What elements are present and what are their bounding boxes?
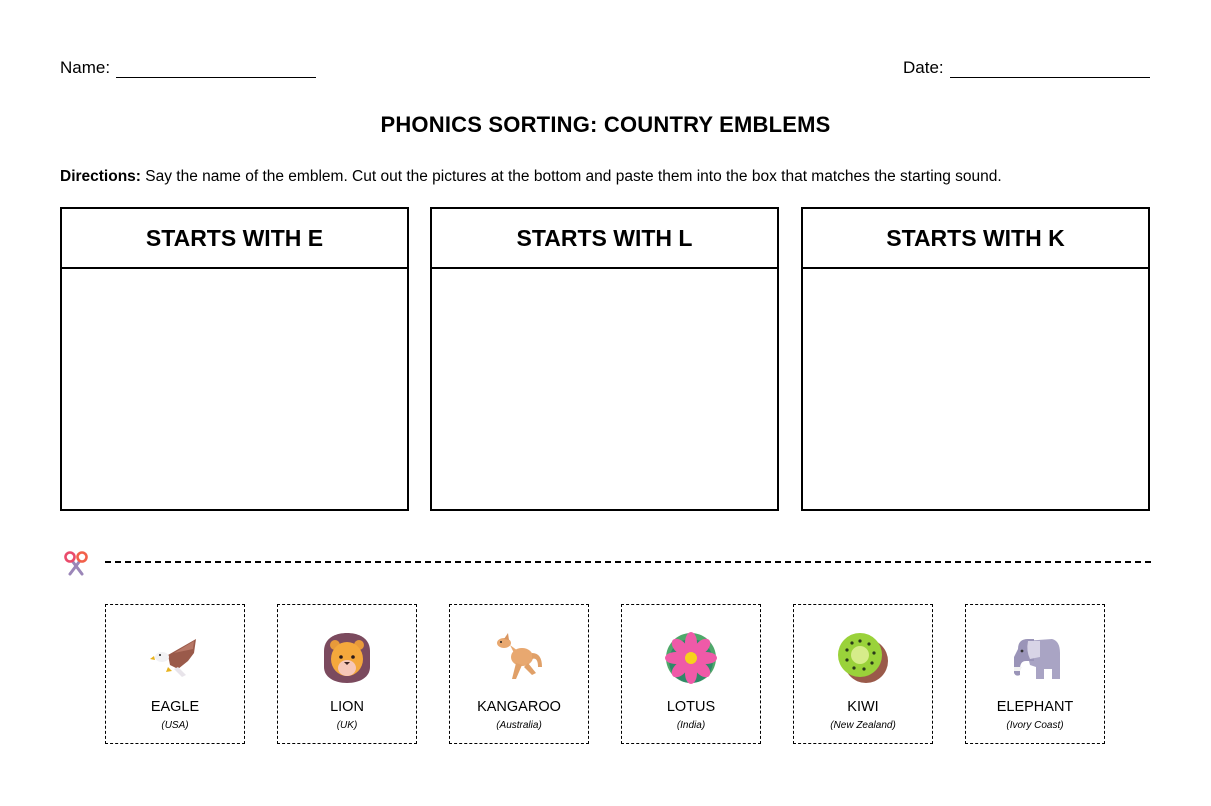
card-country: (Australia) xyxy=(496,720,542,731)
cutout-card-elephant[interactable] xyxy=(965,604,1105,744)
directions xyxy=(60,168,1002,186)
sort-box-drop-area[interactable] xyxy=(432,269,777,509)
cutout-card-kiwi[interactable] xyxy=(793,604,933,744)
cutout-card-eagle[interactable] xyxy=(105,604,245,744)
name-blank-line[interactable] xyxy=(116,61,316,78)
cut-dashed-line xyxy=(105,561,1151,563)
sort-box-e xyxy=(60,207,409,511)
card-word: EAGLE xyxy=(150,699,200,715)
sort-box-k xyxy=(801,207,1150,511)
name-field[interactable] xyxy=(60,58,316,78)
card-word: LOTUS xyxy=(666,699,716,715)
card-word: LION xyxy=(330,699,364,715)
sort-box-header: STARTS WITH E xyxy=(62,209,407,269)
card-word: ELEPHANT xyxy=(996,699,1074,715)
card-word: KANGAROO xyxy=(477,699,561,715)
name-label: Name: xyxy=(60,58,111,77)
lotus-icon xyxy=(664,631,718,685)
cutout-card-lion[interactable] xyxy=(277,604,417,744)
card-word: KIWI xyxy=(847,699,879,715)
elephant-icon xyxy=(1008,631,1062,685)
lion-icon xyxy=(320,631,374,685)
card-country: (New Zealand) xyxy=(830,720,896,731)
cutout-card-kangaroo[interactable] xyxy=(449,604,589,744)
card-country: (USA) xyxy=(161,720,189,731)
page-title: PHONICS SORTING: COUNTRY EMBLEMS xyxy=(380,112,831,137)
scissors-icon xyxy=(63,550,89,576)
sort-box-l xyxy=(430,207,779,511)
sort-box-header: STARTS WITH K xyxy=(803,209,1148,269)
card-country: (India) xyxy=(676,720,706,731)
date-field[interactable] xyxy=(903,58,1150,78)
sort-box-drop-area[interactable] xyxy=(803,269,1148,509)
eagle-icon xyxy=(148,631,202,685)
kiwi-icon xyxy=(836,631,890,685)
directions-text: Say the name of the emblem. Cut out the pictures at the bottom and paste them into the box that matches the starting sound. xyxy=(140,168,1002,185)
kangaroo-icon xyxy=(492,631,546,685)
sort-box-drop-area[interactable] xyxy=(62,269,407,509)
directions-label: Directions: xyxy=(60,168,141,185)
sort-box-header: STARTS WITH L xyxy=(432,209,777,269)
card-country: (Ivory Coast) xyxy=(1006,720,1064,731)
date-blank-line[interactable] xyxy=(950,61,1150,78)
cutout-card-lotus[interactable] xyxy=(621,604,761,744)
card-country: (UK) xyxy=(336,720,358,731)
date-label: Date: xyxy=(903,58,944,77)
